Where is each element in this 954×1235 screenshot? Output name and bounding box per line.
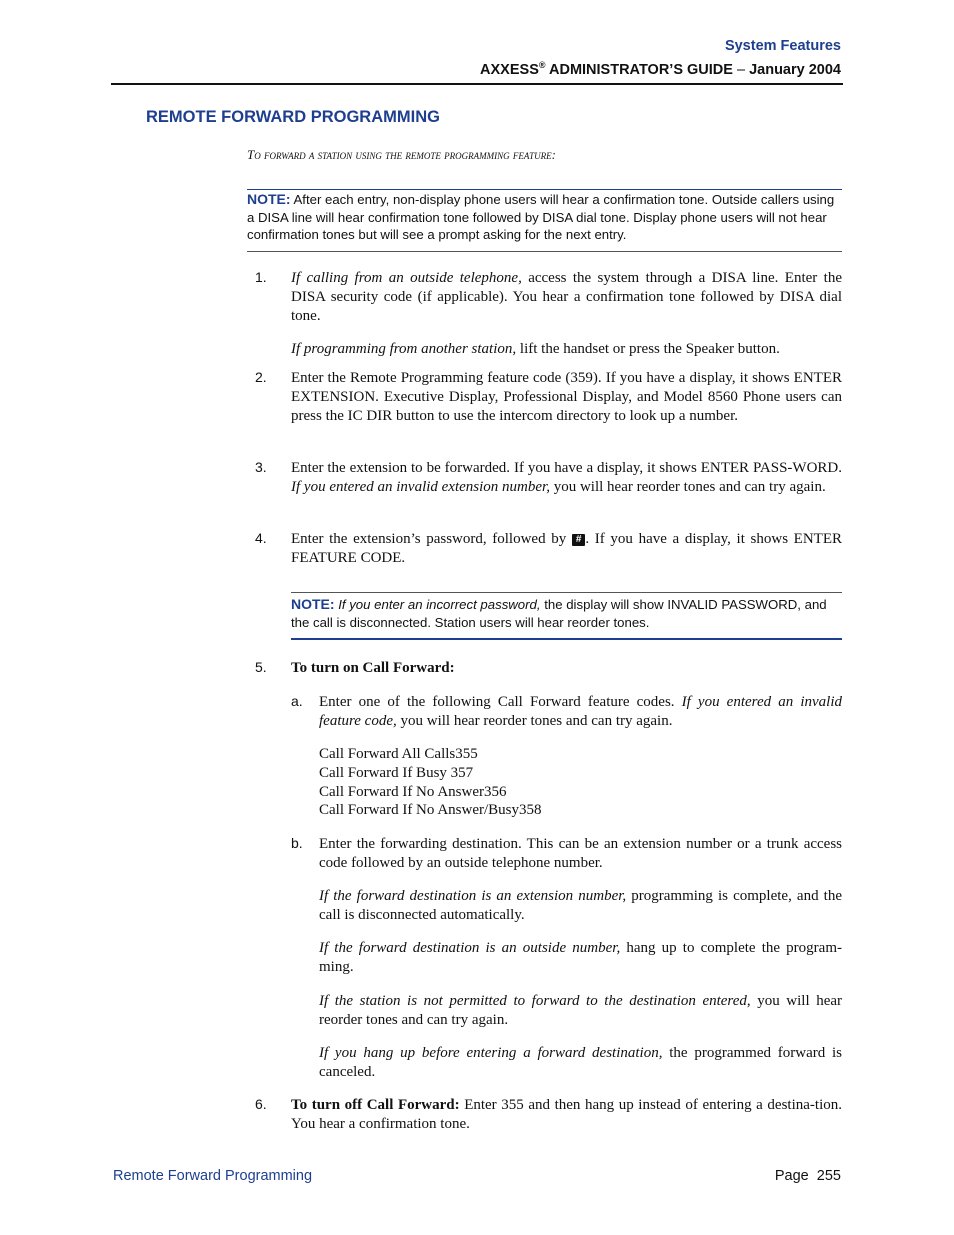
substep-b-text: Enter the forwarding destination. This can be an extension number or a trunk access code followed by an outside telephone number. xyxy=(319,836,842,871)
substep-letter: b. xyxy=(291,835,303,851)
pound-key-icon: # xyxy=(572,534,586,546)
substep-letter: a. xyxy=(291,693,303,709)
step-3-text: Enter the extension to be forwarded. If you have a display, it shows ENTER PASS-WORD. If you entered an invalid extension number, you will hear reorder tones and can try again. xyxy=(291,460,842,495)
note-text: After each entry, non-display phone users will hear a confirmation tone. Outside callers using a DISA line will hear confirmation tone followed by DISA dial tone. Display phone users will not hear confirmation tones but will see a prompt asking for the next entry. xyxy=(247,192,835,242)
feature-code-item: Call Forward If No Answer/Busy358 xyxy=(319,802,542,819)
step-2-text: Enter the Remote Programming feature code (359). If you have a display, it shows ENTER EXTENSION. Executive Display, Professional Display, and Model 8560 Phone users can press the IC DIR button to use the intercom directory to look up a number. xyxy=(291,370,842,424)
substep-b-note: If you hang up before entering a forward destination, the programmed forward is canceled. xyxy=(319,1045,843,1080)
step-1-text: If calling from an outside telephone, access the system through a DISA line. Enter the DISA security code (if applicable). You hear a confirmation tone followed by DISA dial tone. xyxy=(291,270,842,324)
step-number: 6. xyxy=(255,1096,267,1112)
section-title: REMOTE FORWARD PROGRAMMING xyxy=(146,108,440,126)
step-number: 1. xyxy=(255,269,267,285)
step-6-text: To turn off Call Forward: Enter 355 and then hang up instead of entering a destina-tion. You hear a confirmation tone. xyxy=(291,1097,842,1132)
step-number: 4. xyxy=(255,530,267,546)
feature-code-item: Call Forward If Busy 357 xyxy=(319,764,474,781)
step-number: 3. xyxy=(255,459,267,475)
running-header-section: System Features xyxy=(724,38,841,54)
substep-b-note: If the forward destination is an outside number, hang up to complete the program-ming. xyxy=(319,940,842,975)
substep-b-note: If the forward destination is an extension number, programming is complete, and the call is disconnected automatically. xyxy=(319,888,842,923)
intro-text: To forward a station using the remote programming feature: xyxy=(247,147,556,162)
header-rule xyxy=(111,83,843,85)
page-number: Page 255 xyxy=(774,1168,841,1184)
feature-code-item: Call Forward If No Answer356 xyxy=(319,783,507,800)
note-box xyxy=(247,189,842,252)
feature-code-item: Call Forward All Calls355 xyxy=(319,746,478,762)
running-header-guide: AXXESS® ADMINISTRATOR’S GUIDE – January 2004 xyxy=(480,60,841,78)
substep-a-text: Enter one of the following Call Forward feature codes. If you entered an invalid feature code, you will hear reorder tones and can try again. xyxy=(319,694,842,729)
feature-code-list xyxy=(319,745,541,820)
step-4-text: Enter the extension’s password, followed by # . If you have a display, it shows ENTER FEATURE CODE. xyxy=(291,531,842,566)
note-box: NOTE: If you enter an incorrect password, the display will show INVALID PASSWORD, and the call is disconnected. Station users will hear reorder tones. xyxy=(291,592,842,640)
step-number: 5. xyxy=(255,659,267,675)
substep-b-note: If the station is not permitted to forward to the destination entered, you will hear reorder tones and can try again. xyxy=(319,993,842,1028)
step-number: 2. xyxy=(255,369,267,385)
note-label: NOTE: xyxy=(291,596,335,612)
footer-section-title: Remote Forward Programming xyxy=(113,1168,313,1184)
note-label: NOTE: xyxy=(247,191,291,207)
step-1-alt-text: If programming from another station, lift the handset or press the Speaker button. xyxy=(291,341,780,357)
step-5-heading: To turn on Call Forward: xyxy=(291,660,455,676)
